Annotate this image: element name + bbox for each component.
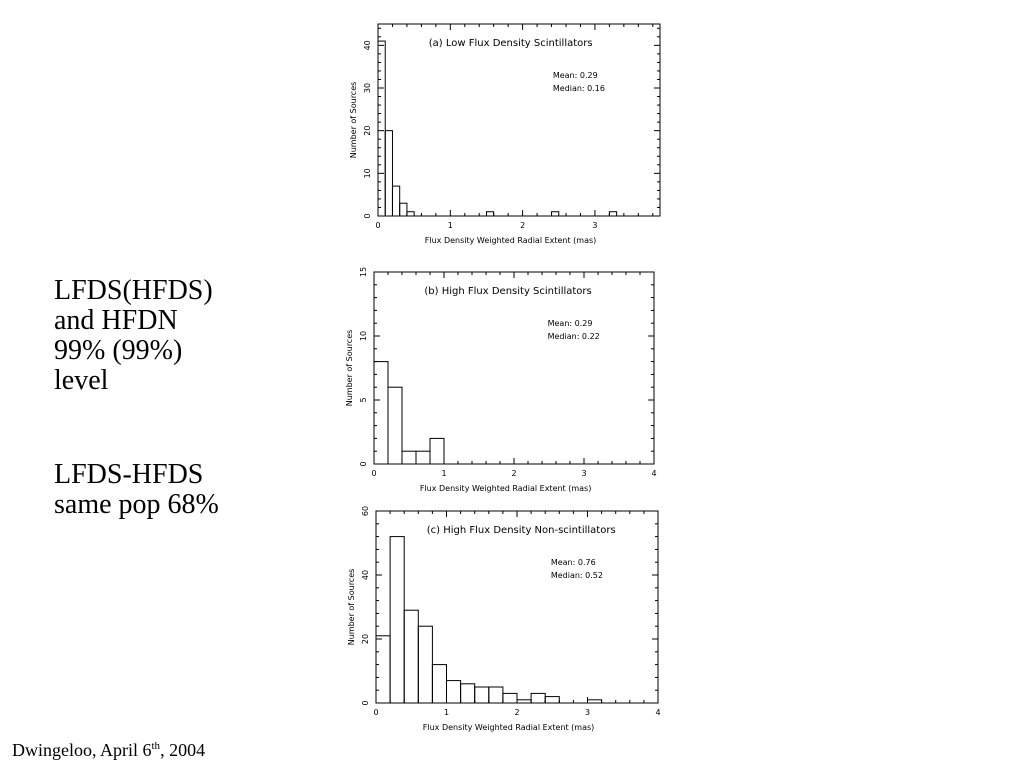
footer-superscript: th: [151, 740, 161, 752]
bullet-line: LFDS(HFDS): [54, 275, 213, 306]
histogram-bar: [461, 684, 475, 703]
y-axis-label: Number of Sources: [349, 81, 358, 159]
histogram-bar: [402, 451, 416, 464]
x-tick-label: 1: [443, 708, 450, 717]
y-tick-label: 15: [359, 266, 368, 278]
footer-text: Dwingeloo, April 6: [12, 740, 152, 760]
plot-frame: [374, 272, 654, 464]
x-tick-label: 2: [514, 708, 520, 717]
x-tick-label: 3: [584, 708, 591, 717]
bullet-line: and HFDN: [54, 305, 178, 336]
x-tick-label: 3: [592, 221, 598, 230]
bullet-line: level: [54, 365, 109, 396]
histogram-bar: [392, 186, 399, 216]
histogram-bar: [517, 700, 531, 703]
histogram-bar: [588, 700, 602, 703]
histogram-bar: [545, 697, 559, 703]
bullet-line: 99% (99%): [54, 335, 183, 366]
y-axis-label: Number of Sources: [345, 329, 354, 407]
x-tick-label: 0: [371, 469, 377, 478]
y-axis-label: Number of Sources: [347, 568, 356, 646]
x-tick-label: 1: [441, 469, 447, 478]
histogram-bar: [404, 610, 418, 703]
bullet-line: LFDS-HFDS: [54, 459, 204, 490]
histogram-bar: [378, 41, 385, 216]
x-tick-label: 3: [581, 469, 587, 478]
histogram-bar: [376, 636, 390, 703]
y-tick-label: 0: [359, 461, 368, 467]
histogram-bar: [486, 212, 493, 216]
histogram-bar: [388, 387, 402, 464]
histogram-bar: [503, 693, 517, 703]
histogram-bar: [418, 626, 432, 703]
histogram-bar: [390, 537, 404, 703]
y-tick-label: 60: [361, 505, 370, 517]
chart-title: (b) High Flux Density Scintillators: [424, 286, 592, 297]
bullet-significance: [54, 276, 213, 396]
chart-stat: Median: 0.52: [550, 571, 603, 580]
histogram-bar: [475, 687, 489, 703]
x-axis-label: Flux Density Weighted Radial Extent (mas): [422, 723, 595, 732]
y-tick-label: 40: [363, 40, 372, 51]
histogram-bar: [407, 212, 414, 216]
histogram-bar: [447, 681, 461, 703]
histogram-high-flux-non-scintillators: [340, 500, 670, 735]
histogram-bar: [430, 438, 444, 464]
plot-frame: [378, 24, 660, 216]
y-tick-label: 5: [359, 397, 368, 403]
slide-footer: [12, 740, 205, 761]
chart-stat: Mean: 0.76: [550, 558, 596, 567]
y-tick-label: 10: [363, 168, 372, 179]
footer-year: , 2004: [160, 740, 206, 760]
x-tick-label: 2: [520, 221, 526, 230]
histogram-bar: [416, 451, 430, 464]
bullet-population: [54, 460, 219, 520]
x-tick-label: 0: [373, 708, 379, 717]
y-tick-label: 0: [363, 213, 372, 219]
histogram-bar: [552, 212, 559, 216]
y-tick-label: 30: [363, 82, 372, 94]
chart-title: (c) High Flux Density Non-scintillators: [426, 525, 616, 536]
chart-stat: Median: 0.22: [547, 332, 600, 341]
histogram-bar: [432, 665, 446, 703]
y-tick-label: 0: [361, 700, 370, 706]
x-tick-label: 0: [375, 221, 381, 230]
x-axis-label: Flux Density Weighted Radial Extent (mas): [424, 236, 597, 245]
x-axis-label: Flux Density Weighted Radial Extent (mas): [419, 484, 592, 493]
bullet-line: same pop 68%: [54, 489, 219, 520]
y-tick-label: 10: [359, 330, 368, 342]
histogram-low-flux-scintillators: [340, 20, 670, 250]
chart-stat: Mean: 0.29: [547, 319, 593, 328]
x-tick-label: 4: [651, 469, 657, 478]
y-tick-label: 20: [361, 633, 370, 645]
histogram-bar: [489, 687, 503, 703]
y-tick-label: 20: [363, 125, 372, 136]
chart-stat: Median: 0.16: [552, 84, 605, 93]
y-tick-label: 40: [361, 569, 370, 581]
histogram-bar: [609, 212, 616, 216]
histogram-high-flux-scintillators: [330, 262, 660, 497]
x-tick-label: 2: [511, 469, 517, 478]
chart-title: (a) Low Flux Density Scintillators: [428, 38, 593, 49]
histogram-bar: [531, 693, 545, 703]
x-tick-label: 1: [447, 221, 453, 230]
histogram-bar: [385, 131, 392, 216]
x-tick-label: 4: [655, 708, 661, 717]
histogram-bar: [400, 203, 407, 216]
chart-stat: Mean: 0.29: [552, 71, 598, 80]
